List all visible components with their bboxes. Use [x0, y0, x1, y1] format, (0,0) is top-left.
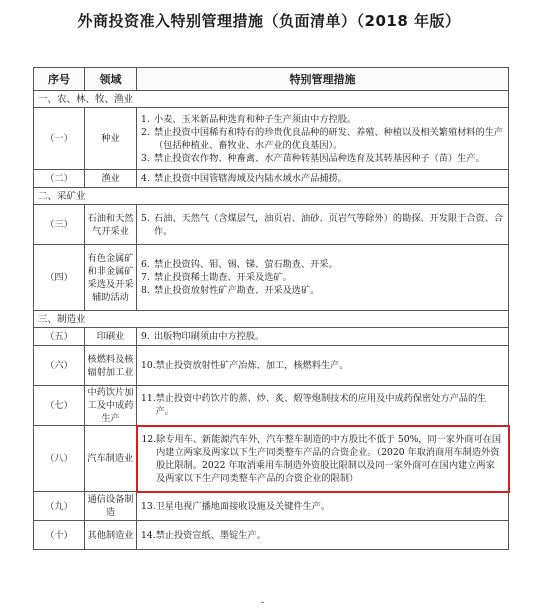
measure-number: 4. — [141, 173, 150, 184]
row-number: （三） — [34, 205, 85, 245]
measure-text: 卫星电视广播地面接收设施及关键件生产。 — [155, 500, 331, 512]
row-number: （一） — [34, 108, 85, 170]
row-number: （十） — [34, 521, 85, 550]
negative-list-table — [33, 67, 510, 550]
header-no: 序号 — [34, 68, 85, 91]
measure-number: 13. — [141, 500, 156, 512]
measure-number: 1. — [141, 113, 150, 125]
measure-number: 11. — [141, 393, 156, 405]
section-heading: 三、制造业 — [34, 311, 509, 328]
measure-text: 禁止投资中国稀有和特有的珍贵优良品种的研发、养殖、种植以及相关繁殖材料的生产（包括种植业、畜牧业、水产业的优良基因）。 — [154, 126, 504, 151]
measure-text: 禁止投资放射性矿产冶炼、加工，核燃料生产。 — [155, 360, 349, 371]
row-field: 印刷业 — [85, 328, 137, 346]
table-row — [34, 386, 509, 426]
measure-item — [142, 433, 504, 485]
row-measures — [137, 492, 509, 521]
measure-text: 小麦、玉米新品种选育和种子生产须由中方控股。 — [154, 113, 357, 125]
row-field: 渔业 — [85, 170, 137, 188]
measure-item — [141, 271, 504, 284]
measure-text: 禁止投资钨、钼、锡、锑、萤石勘查、开采。 — [154, 259, 338, 270]
measure-number: 7. — [141, 272, 150, 283]
section-heading-row — [34, 91, 509, 108]
table-row — [34, 205, 509, 245]
row-field: 核燃料及核辐射加工业 — [85, 346, 137, 386]
section-heading-row — [34, 311, 509, 328]
row-field: 其他制造业 — [85, 521, 137, 550]
row-number: （五） — [34, 328, 85, 346]
measure-number: 8. — [141, 285, 150, 296]
row-field: 中药饮片加工及中成药生产 — [85, 386, 137, 426]
row-number: （九） — [34, 492, 85, 521]
section-heading: 一、农、林、牧、渔业 — [34, 91, 509, 108]
row-measures — [137, 108, 509, 170]
row-number: （七） — [34, 386, 85, 426]
measure-text: 禁止投资中国管辖海域及内陆水域水产品捕捞。 — [154, 173, 347, 184]
table-row — [34, 328, 509, 346]
header-field: 领域 — [85, 68, 137, 91]
measure-number: 10. — [141, 360, 156, 371]
row-number: （二） — [34, 170, 85, 188]
measure-number: 5. — [141, 212, 150, 224]
row-number: （四） — [34, 245, 85, 311]
row-measures — [137, 386, 509, 426]
measure-text: 禁止投资宣纸、墨锭生产。 — [155, 529, 266, 541]
row-number: （八） — [34, 426, 85, 492]
highlighted-measures-cell — [137, 426, 509, 492]
table-row — [34, 170, 509, 188]
row-field: 石油和天然气开采业 — [85, 205, 137, 245]
table-row — [34, 346, 509, 386]
measure-item — [141, 258, 504, 271]
measure-text: 禁止投资稀土勘查、开采及选矿。 — [154, 272, 292, 283]
measure-item — [141, 500, 504, 513]
measure-number: 3. — [141, 152, 150, 164]
table-row — [34, 521, 509, 550]
measure-item — [141, 172, 504, 185]
measure-item — [141, 392, 504, 418]
table-body — [34, 91, 509, 550]
row-field: 有色金属矿和非金属矿采选及开采辅助活动 — [85, 245, 137, 311]
row-measures — [137, 346, 509, 386]
table-row — [34, 245, 509, 311]
measure-item — [141, 284, 504, 297]
table-header-row — [34, 68, 509, 91]
measure-item — [141, 212, 504, 238]
measure-item — [141, 152, 504, 165]
measure-number: 6. — [141, 259, 150, 270]
measure-item — [141, 330, 504, 343]
section-heading-row — [34, 188, 509, 205]
table-row — [34, 426, 509, 492]
row-measures — [137, 521, 509, 550]
measure-text: 除专用车、新能源汽车外，汽车整车制造的中方股比不低于 50%，同一家外商可在国内建立两家及两家以下生产同类整车产品的合资企业。（2020 年取消商用车制造外资股比限制。2022 年取消乘用车制造外资股比限制以及同一家外商可在国内建立两家及两家以下生产同类整车产品的合资企业的限制） — [156, 433, 502, 484]
measure-number: 2. — [141, 126, 150, 138]
table-row — [34, 492, 509, 521]
measure-text: 禁止投资中药饮片的蒸、炒、炙、煅等炮制技术的应用及中成药保密处方产品的生产。 — [155, 393, 487, 418]
row-measures — [137, 170, 509, 188]
page-footer-mark: - — [261, 598, 265, 608]
row-number: （六） — [34, 346, 85, 386]
document-title: 外商投资准入特别管理措施（负面清单）（2018 年版） — [77, 12, 461, 30]
row-field: 种业 — [85, 108, 137, 170]
measure-item — [141, 359, 504, 372]
measure-text: 禁止投资放射性矿产勘查、开采及选矿。 — [154, 285, 320, 296]
measure-text: 石油、天然气（含煤层气，油页岩、油砂、页岩气等除外）的勘探、开发限于合资、合作。 — [154, 212, 504, 237]
section-heading: 二、采矿业 — [34, 188, 509, 205]
measure-item — [141, 529, 504, 542]
measure-number: 12. — [141, 433, 157, 445]
measure-item — [141, 113, 504, 126]
measure-item — [141, 126, 504, 152]
row-field: 通信设备制造 — [85, 492, 137, 521]
row-measures — [137, 328, 509, 346]
measure-text: 出版物印刷须由中方控股。 — [154, 331, 265, 342]
measure-number: 9. — [141, 331, 150, 342]
row-field: 汽车制造业 — [85, 426, 137, 492]
row-measures — [137, 245, 509, 311]
measure-text: 禁止投资农作物、种畜禽、水产苗种转基因品种选育及其转基因种子（苗）生产。 — [154, 152, 485, 164]
row-measures — [137, 205, 509, 245]
measure-number: 14. — [141, 529, 156, 541]
header-measures: 特别管理措施 — [137, 68, 509, 91]
table-row — [34, 108, 509, 170]
